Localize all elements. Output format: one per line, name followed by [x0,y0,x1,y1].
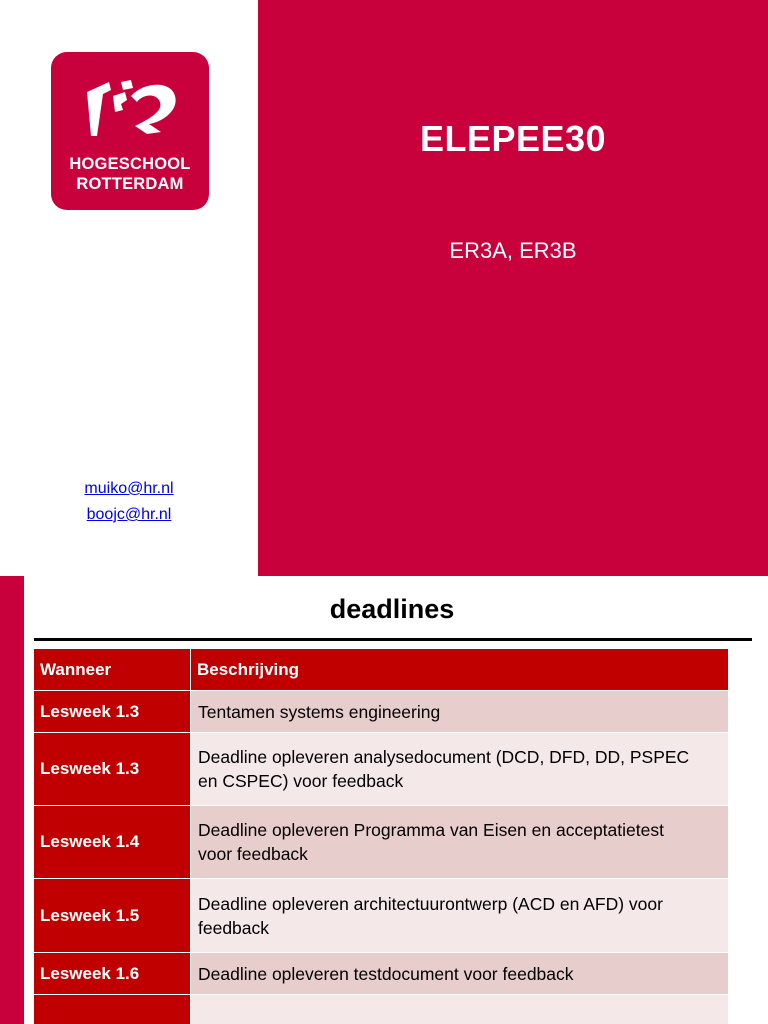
email-link-muiko[interactable]: muiko@hr.nl [84,480,174,497]
title-panel [258,0,768,576]
hr-emblem-icon [51,52,209,152]
row-when: Lesweek 1.6 [34,953,191,995]
row-description [191,953,729,995]
row-when: Lesweek 1.3 [34,691,191,733]
logo-text-line2: ROTTERDAM [76,175,184,193]
header-wanneer: Wanneer [34,649,191,691]
desc-line: Deadline opleveren Programma van Eisen en acceptatietest [198,820,664,840]
contact-emails [0,476,258,528]
desc-line: en CSPEC) voor feedback [198,771,404,791]
title-divider [34,638,752,641]
desc-line: voor feedback [198,844,308,864]
row-when: Lesweek 1.4 [34,806,191,879]
table-row [34,953,729,995]
desc-line: Tentamen systems engineering [198,701,441,722]
row-description [191,691,729,733]
row-when: Lesweek 1.5 [34,879,191,953]
table-row [34,806,729,879]
row-when-partial [34,995,191,1024]
slide-accent-bar [0,576,24,1024]
row-description [191,806,729,879]
desc-line: feedback [198,917,270,938]
deadlines-table [33,648,729,1024]
table-row [34,691,729,733]
course-title: ELEPEE30 [419,118,607,159]
row-description [191,879,729,953]
table-row [34,733,729,806]
email-link-boojc[interactable]: boojc@hr.nl [86,506,172,523]
row-description-partial [191,995,729,1024]
desc-line: Deadline opleveren architectuurontwerp (ACD en AFD) voor [198,893,663,914]
slide-title: deadlines [329,594,455,624]
row-description [191,733,729,806]
course-classes: ER3A, ER3B [449,238,577,263]
table-header-row [34,649,729,691]
table-row-partial [34,995,729,1024]
logo-text-line1: HOGESCHOOL [69,155,191,173]
table-row [34,879,729,953]
desc-line: Deadline opleveren testdocument voor feedback [198,963,574,984]
deadlines-slide [0,576,768,1024]
desc-line: Deadline opleveren analysedocument (DCD, DFD, DD, PSPEC [198,747,690,767]
row-when: Lesweek 1.3 [34,733,191,806]
hogeschool-rotterdam-logo [51,52,209,210]
header-beschrijving: Beschrijving [191,649,729,691]
